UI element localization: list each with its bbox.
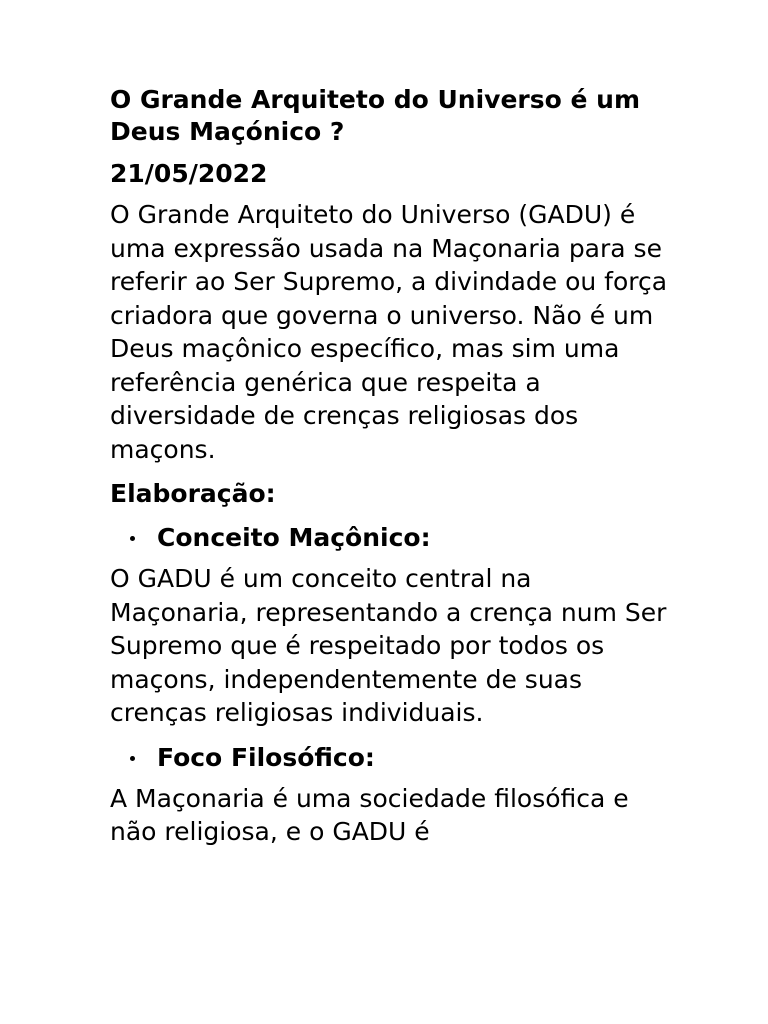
bullet-dot-icon (130, 536, 135, 541)
intro-paragraph: O Grande Arquiteto do Universo (GADU) é uma expressão usada na Maçonaria para se referir ao Ser Supremo, a divindade ou força criadora que governa o universo. Não é um Deus maçônico específico, mas sim uma referência genérica que respeita a diversidade de crenças religiosas dos maçons. (110, 200, 668, 464)
focus-paragraph: A Maçonaria é uma sociedade filosófica e não religiosa, e o GADU é (110, 783, 629, 846)
concept-paragraph: O GADU é um conceito central na Maçonaria, representando a crença num Ser Supremo que é respeitado por todos os maçons, independentemente de suas crenças religiosas individuais. (110, 564, 667, 727)
document-page (110, 84, 670, 849)
article-title: O Grande Arquiteto do Universo é um Deus Maçónico ? (110, 85, 640, 146)
bullet-list-1 (110, 522, 670, 554)
bullet-heading-focus: Foco Filosófico: (157, 742, 375, 772)
bullet-heading-concept: Conceito Maçônico: (157, 523, 431, 552)
bullet-item-concept (110, 522, 670, 554)
bullet-item-focus (110, 742, 670, 774)
article-date: 21/05/2022 (110, 159, 268, 188)
bullet-list-2 (110, 742, 670, 774)
section-heading: Elaboração: (110, 479, 276, 508)
bullet-dot-icon (130, 756, 135, 761)
